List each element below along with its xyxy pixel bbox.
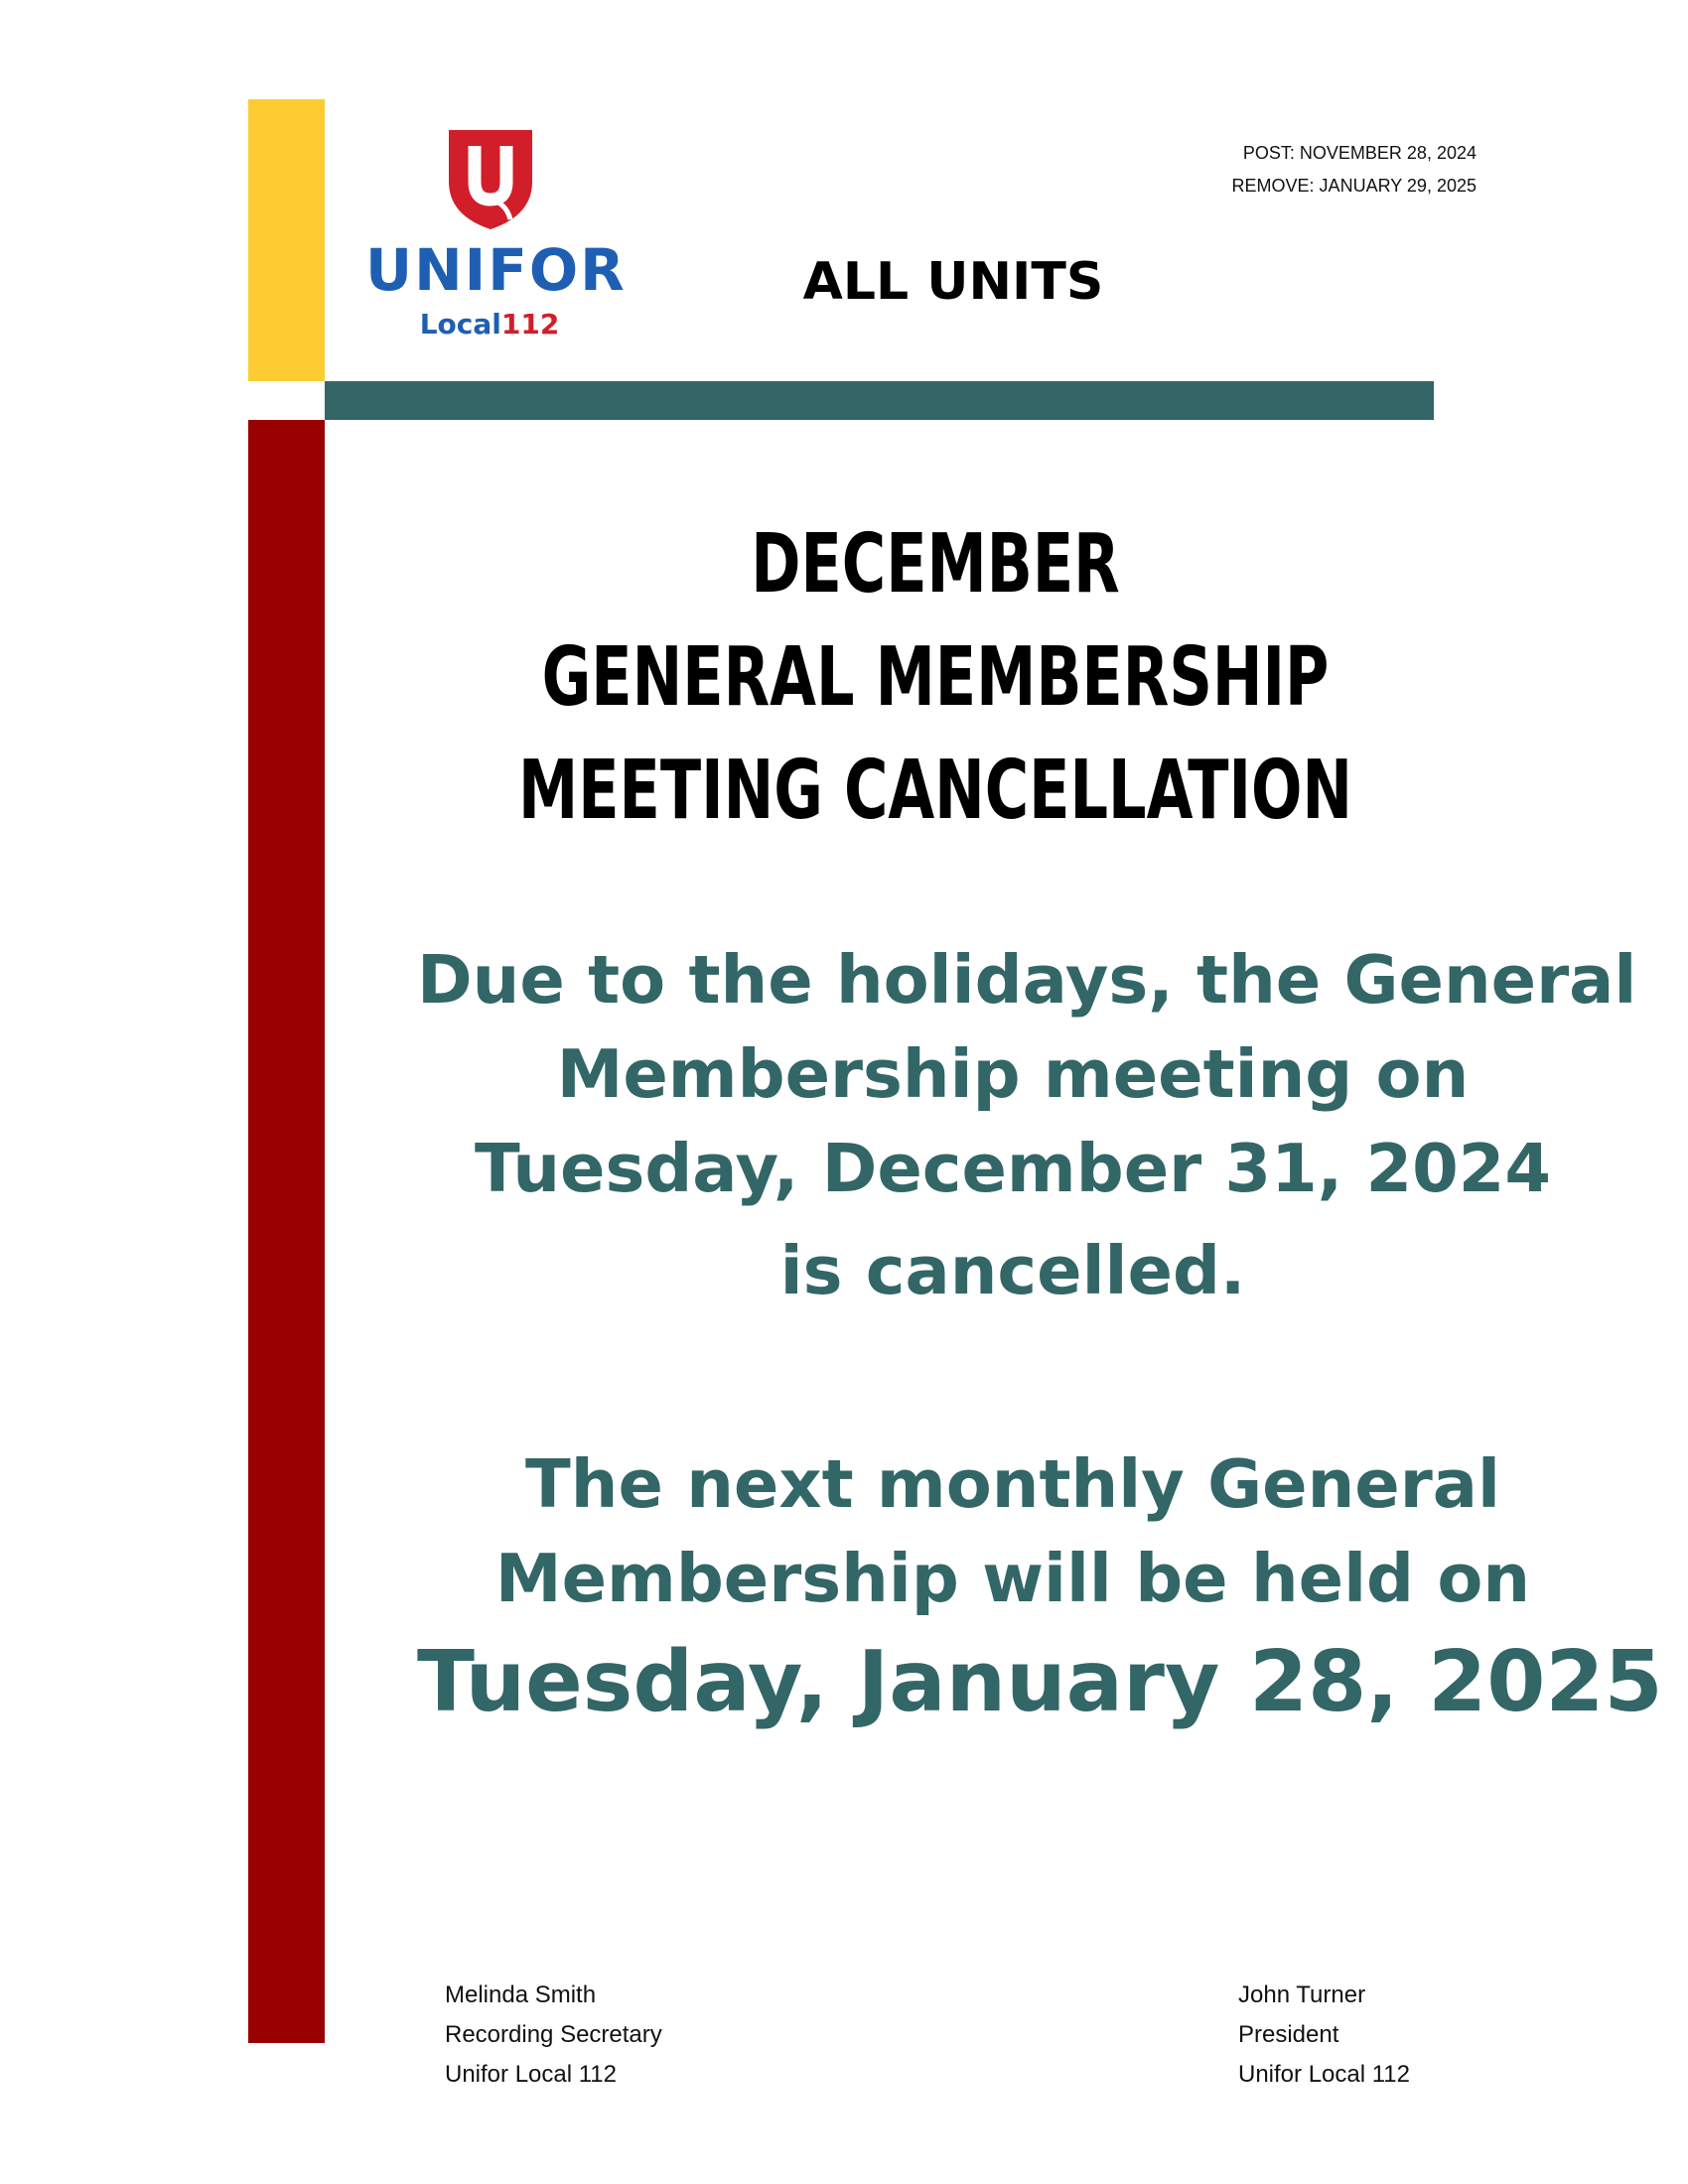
logo-local-prefix: Local <box>419 308 501 341</box>
yellow-accent-bar <box>248 99 325 381</box>
signature-president <box>1238 1976 1410 2095</box>
notice-line-1: Due to the holidays, the General <box>417 941 1637 1019</box>
notice-line-3: Tuesday, December 31, 2024 <box>474 1130 1551 1207</box>
remove-date: REMOVE: JANUARY 29, 2025 <box>1231 176 1477 196</box>
signature-title: Recording Secretary <box>445 2021 662 2048</box>
unifor-shield-icon <box>445 124 536 231</box>
headline <box>435 508 1437 848</box>
signature-org: Unifor Local 112 <box>445 2061 617 2088</box>
notice-line-2: Membership meeting on <box>556 1035 1470 1113</box>
signature-title: President <box>1238 2021 1339 2048</box>
signature-recording-secretary <box>445 1976 662 2095</box>
unifor-logo <box>365 124 627 352</box>
headline-line-1: DECEMBER <box>751 517 1120 612</box>
next-meeting-line-2: Membership will be held on <box>494 1540 1531 1617</box>
red-accent-bar <box>248 420 325 2043</box>
audience-label: ALL UNITS <box>802 252 1104 312</box>
logo-local-label <box>365 308 614 341</box>
notice-line-4: is cancelled. <box>779 1232 1246 1309</box>
headline-line-3: MEETING CANCELLATION <box>517 744 1353 838</box>
signature-org: Unifor Local 112 <box>1238 2061 1410 2088</box>
signature-name: Melinda Smith <box>445 1981 597 2008</box>
headline-line-2: GENERAL MEMBERSHIP <box>541 630 1330 725</box>
logo-wordmark: UNIFOR <box>365 236 627 304</box>
teal-divider-bar <box>325 381 1434 420</box>
posting-dates <box>1232 137 1477 203</box>
cancellation-notice <box>417 933 1637 1318</box>
next-meeting-line-1: The next monthly General <box>525 1445 1500 1523</box>
next-meeting-notice <box>417 1437 1663 1737</box>
post-date: POST: NOVEMBER 28, 2024 <box>1242 143 1477 163</box>
signature-name: John Turner <box>1238 1981 1366 2008</box>
logo-local-number: 112 <box>500 308 560 341</box>
next-meeting-date: Tuesday, January 28, 2025 <box>417 1633 1663 1731</box>
